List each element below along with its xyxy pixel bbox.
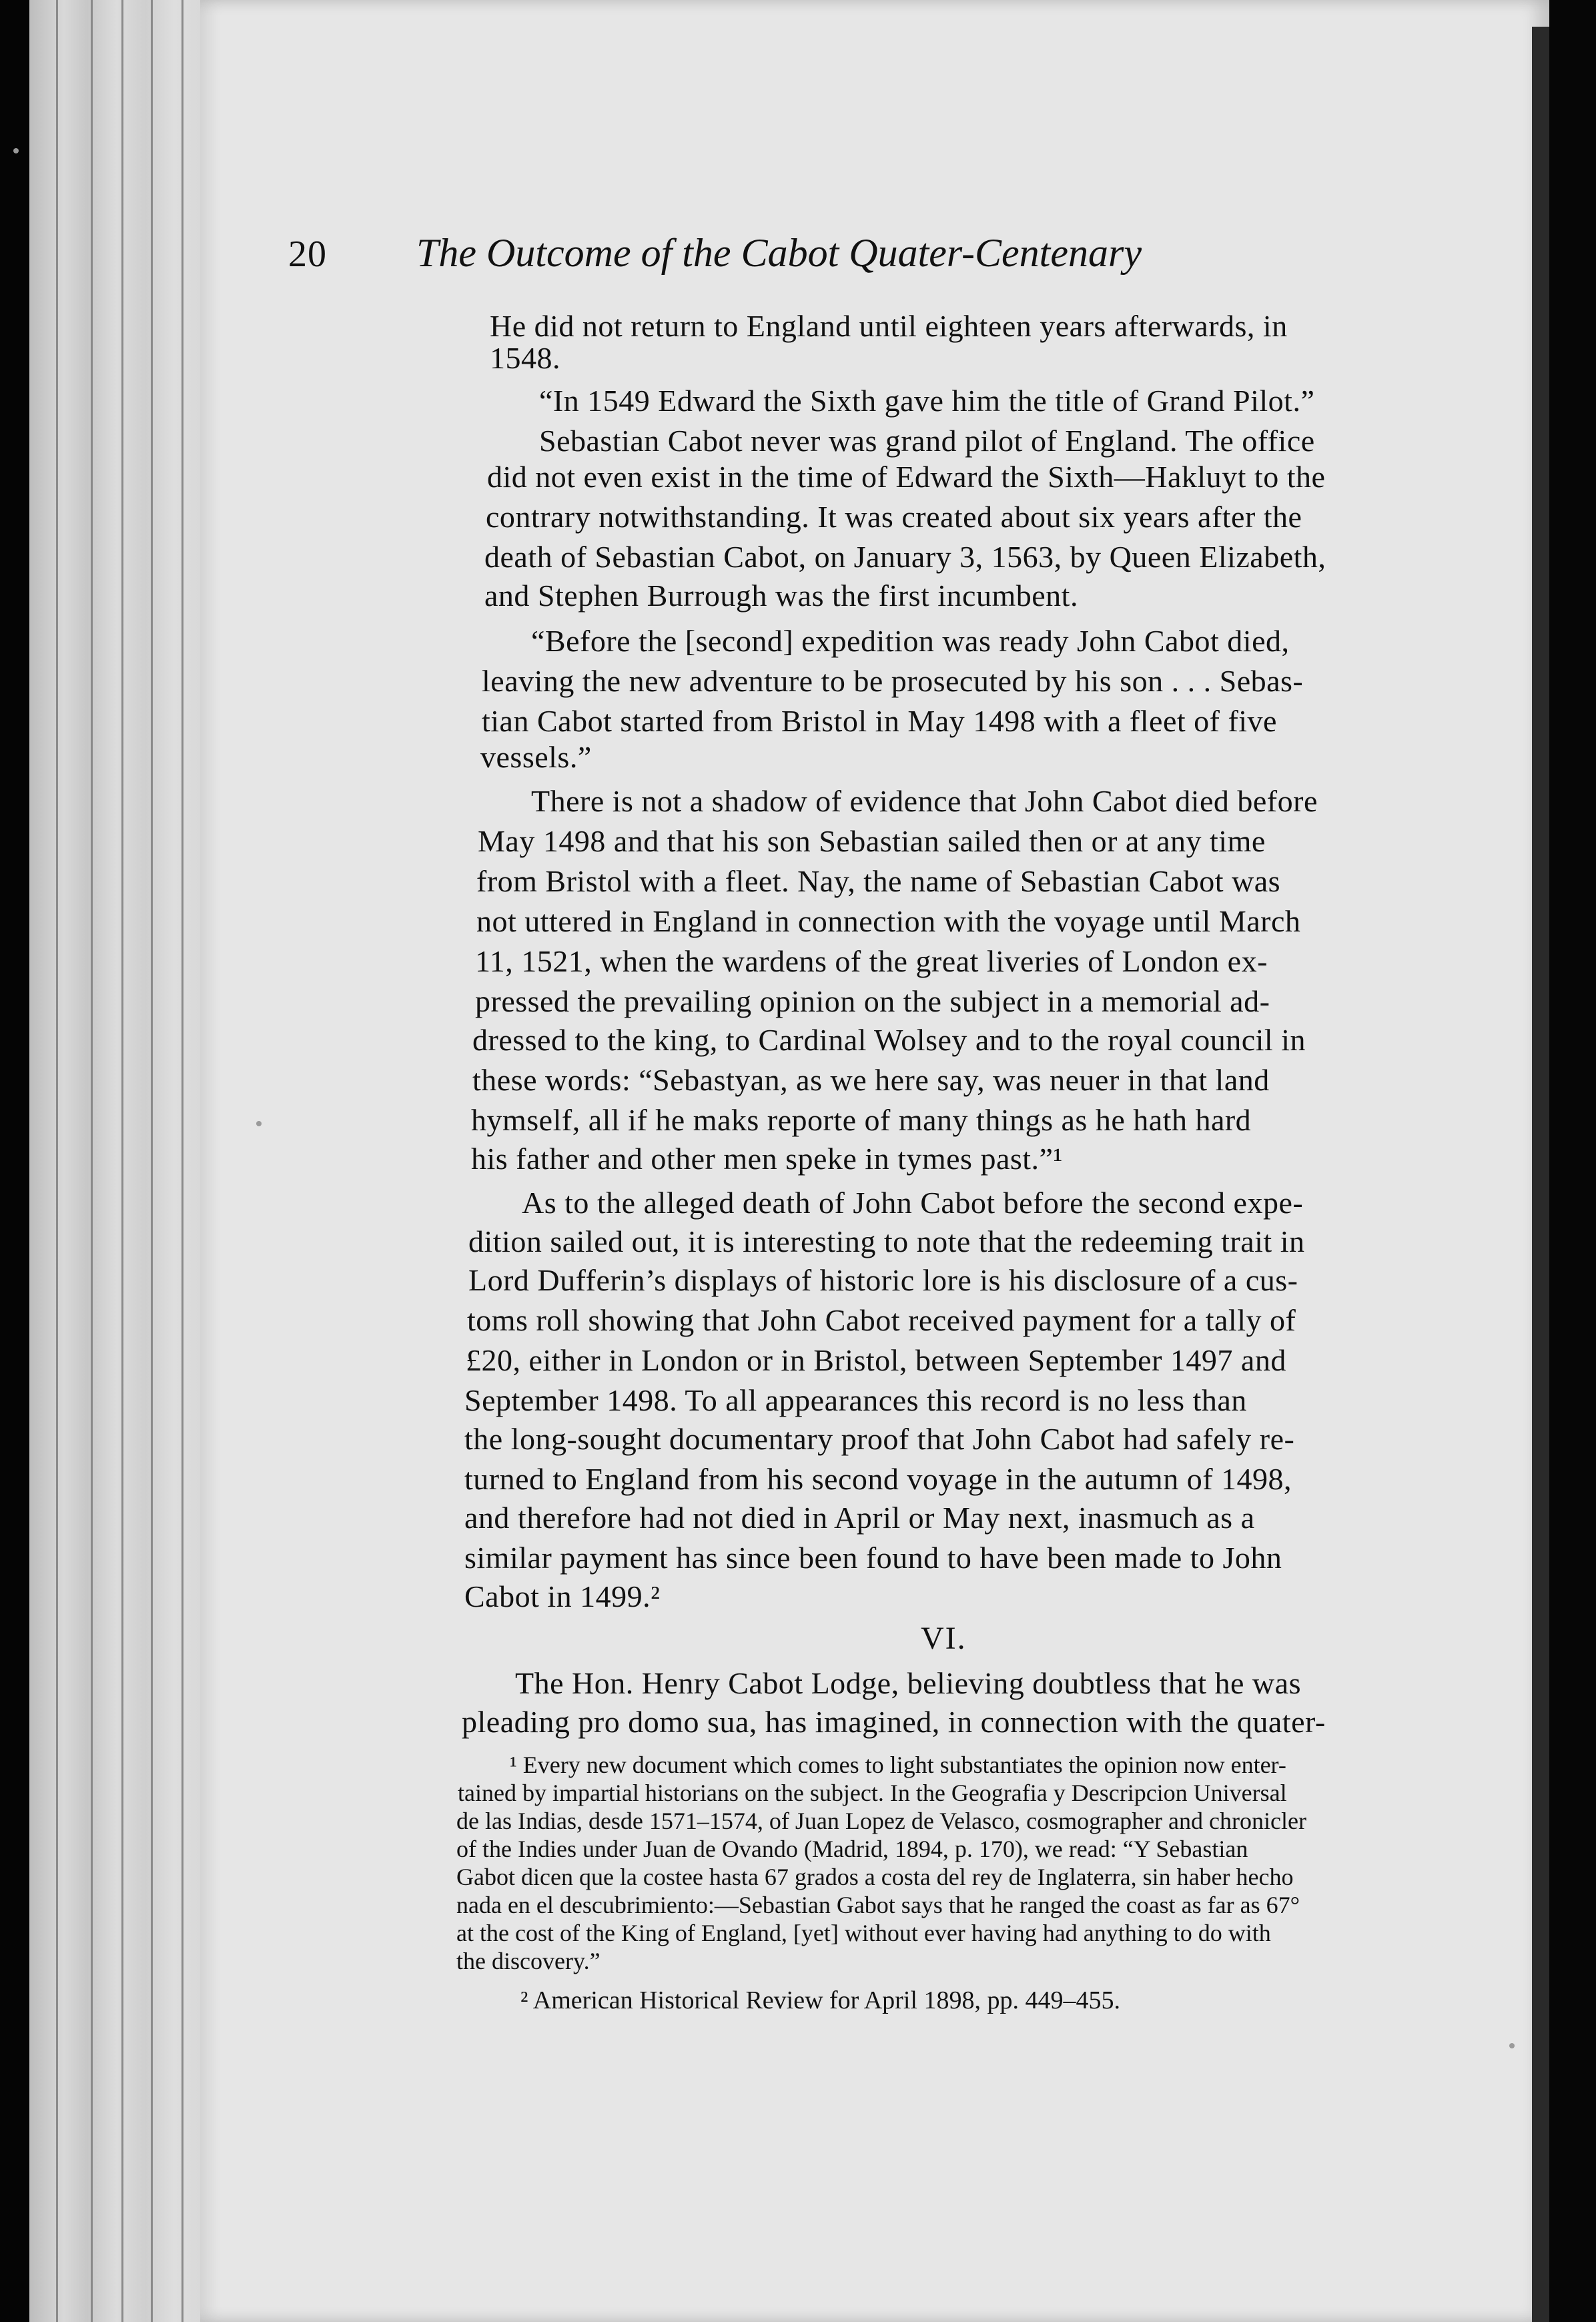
text-line: tian Cabot started from Bristol in May 1498 with a fleet of five (482, 704, 1277, 738)
text-line: dressed to the king, to Cardinal Wolsey and to the royal council in (472, 1023, 1306, 1057)
page-edge-line (56, 0, 58, 2322)
text-line: similar payment has since been found to have been made to John (464, 1541, 1282, 1575)
footnote-line: nada en el descubrimiento:—Sebastian Gabot says that he ranged the coast as far as 67° (456, 1892, 1300, 1918)
text-line: did not even exist in the time of Edward the Sixth—Hakluyt to the (487, 460, 1326, 494)
text-line: not uttered in England in connection with the voyage until March (476, 904, 1301, 938)
page-edge-line (181, 0, 183, 2322)
citation-line: ² American Historical Review for April 1898, pp. 449–455. (520, 1986, 1120, 2014)
text-line: “In 1549 Edward the Sixth gave him the title of Grand Pilot.” (539, 384, 1315, 418)
text-line: these words: “Sebastyan, as we here say, was neuer in that land (472, 1063, 1270, 1097)
scan-border-left (0, 0, 29, 2322)
text-line: 1548. (490, 341, 560, 375)
page-edges-stack (29, 0, 223, 2322)
page-binding-edge (1532, 27, 1549, 2322)
section-heading: VI. (921, 1621, 967, 1656)
text-line: There is not a shadow of evidence that John Cabot died before (531, 784, 1318, 818)
text-line: death of Sebastian Cabot, on January 3, 1563, by Queen Elizabeth, (484, 540, 1326, 574)
text-line: turned to England from his second voyage in the autumn of 1498, (464, 1462, 1292, 1496)
text-line: September 1498. To all appearances this record is no less than (464, 1383, 1247, 1417)
footnote-line: of the Indies under Juan de Ovando (Madrid, 1894, p. 170), we read: “Y Sebastian (456, 1836, 1248, 1862)
text-line: contrary notwithstanding. It was created about six years after the (486, 500, 1302, 534)
text-line: the long-sought documentary proof that John Cabot had safely re- (464, 1422, 1295, 1456)
footnote-line: the discovery.” (456, 1948, 601, 1974)
text-line: Sebastian Cabot never was grand pilot of England. The office (539, 424, 1315, 458)
text-line: dition sailed out, it is interesting to note that the redeeming trait in (468, 1224, 1305, 1258)
dust-speck (1509, 2043, 1515, 2048)
text-line: hymself, all if he maks reporte of many things as he hath hard (471, 1103, 1252, 1137)
text-line: The Hon. Henry Cabot Lodge, believing doubtless that he was (515, 1666, 1301, 1700)
text-line: vessels.” (480, 740, 592, 774)
text-line: Cabot in 1499.² (464, 1579, 661, 1613)
footnote-line: de las Indias, desde 1571–1574, of Juan Lopez de Velasco, cosmographer and chronicler (456, 1808, 1306, 1834)
text-line: leaving the new adventure to be prosecuted by his son . . . Sebas- (482, 664, 1304, 698)
dust-speck (13, 148, 19, 153)
text-line: He did not return to England until eighteen years afterwards, in (490, 309, 1288, 343)
text-line: and therefore had not died in April or May next, inasmuch as a (464, 1501, 1255, 1535)
text-line: pleading pro domo sua, has imagined, in connection with the quater- (462, 1705, 1326, 1739)
text-line: May 1498 and that his son Sebastian sailed then or at any time (478, 824, 1266, 858)
page-number: 20 (288, 234, 327, 275)
text-line: toms roll showing that John Cabot received payment for a tally of (467, 1303, 1296, 1337)
dust-speck (256, 1121, 262, 1126)
text-line: “Before the [second] expedition was ready John Cabot died, (531, 624, 1290, 658)
footnote-line: ¹ Every new document which comes to light substantiates the opinion now enter- (510, 1752, 1286, 1778)
footnote-line: Gabot dicen que la costee hasta 67 grados a costa del rey de Inglaterra, sin haber hecho (456, 1864, 1294, 1890)
page-edge-line (91, 0, 93, 2322)
page-edge-line (151, 0, 153, 2322)
text-line: As to the alleged death of John Cabot before the second expe- (522, 1186, 1304, 1220)
page-header (288, 230, 1342, 277)
running-title: The Outcome of the Cabot Quater-Centenary (416, 231, 1142, 275)
text-line: £20, either in London or in Bristol, between September 1497 and (466, 1343, 1286, 1377)
text-line: Lord Dufferin’s displays of historic lore is his disclosure of a cus- (468, 1263, 1298, 1297)
footnote-line: tained by impartial historians on the subject. In the Geografia y Descripcion Universal (458, 1780, 1287, 1806)
text-line: and Stephen Burrough was the first incumbent. (484, 578, 1078, 613)
footnote-line: at the cost of the King of England, [yet] without ever having had anything to do with (456, 1920, 1271, 1946)
scan-border-right (1549, 0, 1596, 2322)
text-line: from Bristol with a fleet. Nay, the name of Sebastian Cabot was (476, 864, 1281, 898)
text-line: his father and other men speke in tymes past.”¹ (471, 1142, 1063, 1176)
text-line: 11, 1521, when the wardens of the great liveries of London ex- (475, 944, 1268, 978)
page-edge-line (121, 0, 123, 2322)
text-line: pressed the prevailing opinion on the subject in a memorial ad- (475, 984, 1270, 1018)
